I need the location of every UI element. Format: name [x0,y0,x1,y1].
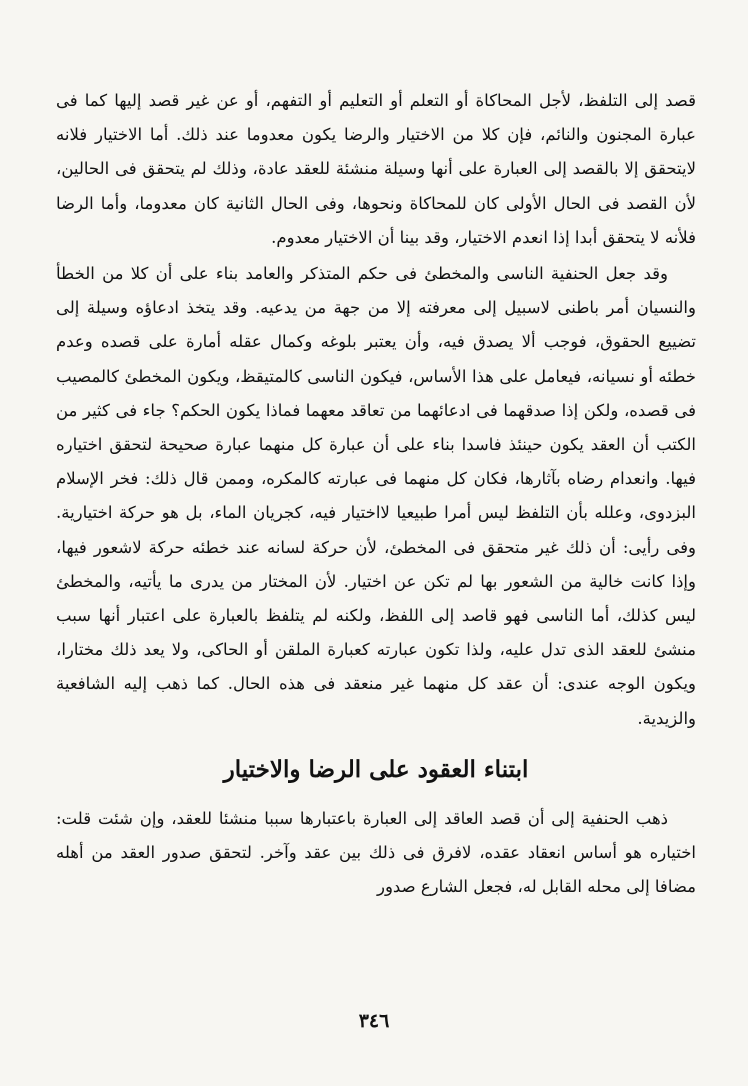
paragraph-hanafi-view: ذهب الحنفية إلى أن قصد العاقد إلى العبارة باعتبارها سببا منشئا للعقد، وإن شئت قلت: اختياره هو أساس انعقاد عقده، لافرق فى ذلك بين عقد وآخر. لتحقق صدور العقد من أهله مضافا إلى محله القابل له، فجعل الشارع صدور [56,808,696,897]
section-heading: ابتناء العقود على الرضا والاختيار [223,755,529,783]
page-number: ٣٤٦ [358,1010,390,1032]
paragraph-consent-and-choice: قصد إلى التلفظ، لأجل المحاكاة أو التعلم أو التعليم أو التفهم، أو عن غير قصد إليها كما فى عبارة المجنون والنائم، فإن كلا من الاختيار والرضا يكون معدوما عند ذلك. أما الاختيار فلانه لايتحقق إلا بالقصد إلى العبارة على أنها وسيلة منشئة للعقد عادة، وذلك لم يتحقق فى الحالين، لأن القصد فى الحال الأولى كان للمحاكاة ونحوها، وفى الحال الثانية كان معدوما، وأما الرضا فلأنه لا يتحقق أبدا إذا انعدم الاختيار، وقد بينا أن الاختيار معدوم. [56,91,696,247]
paragraph-forgetful-and-mistaken: وقد جعل الحنفية الناسى والمخطئ فى حكم المتذكر والعامد بناء على أن كلا من الخطأ والنسيان أمر باطنى لاسبيل إلى معرفته إلا من جهة من يدعيه. وقد يتخذ ادعاؤه وسيلة إلى تضييع الحقوق، فوجب ألا يصدق فيه، وأن يعتبر بلوغه وكمال عقله أمارة على قصده وعدم خطئه أو نسيانه، فيعامل على هذا الأساس، فيكون الناسى كالمتيقظ، ويكون المخطئ كالمصيب فى قصده، ولكن إذا صدقهما فى ادعائهما من تعاقد معهما فماذا يكون الحكم؟ جاء فى كثير من الكتب أن العقد يكون حينئذ فاسدا بناء على أن عبارة كل منهما عبارة صحيحة لتحقق اختياره فيها. وانعدام رضاه بآثارها، فكان كل منهما فى عبارته كالمكره، وممن قال ذلك: فخر الإسلام البزدوى، وعلله بأن التلفظ ليس أمرا طبيعيا لااختيار فيه، كجريان الماء، بل هو حركة اختيارية. وفى رأيى: أن ذلك غير متحقق فى المخطئ، لأن حركة لسانه عند خطئه حركة لاشعور فيها، وإذا كانت خالية من الشعور بها لم تكن عن اختيار. لأن المختار من يدرى ما يأتيه، والمخطئ ليس كذلك، أما الناسى فهو قاصد إلى اللفظ، ولكنه لم يتلفظ بالعبارة على اعتبار أنها سبب منشئ للعقد الذى تدل عليه، ولذا تكون عبارته كعبارة الملقن أو الحاكى، ولا يعد ذلك مختارا، ويكون الوجه عندى: أن عقد كل منهما غير منعقد فى هذه الحال. كما ذهب إليه الشافعية والزيدية. [56,264,696,728]
page-body [56,84,696,904]
